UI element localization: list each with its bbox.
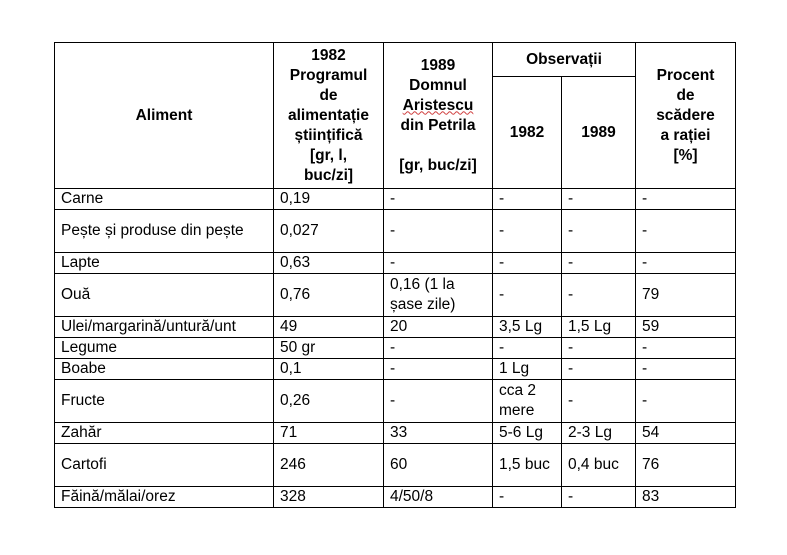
cell-1982: 0,76 [274, 274, 384, 317]
header-1982-line: științifică [294, 126, 363, 144]
cell-1989: 0,16 (1 la șase zile) [384, 274, 493, 317]
cell-procent: - [636, 210, 736, 253]
cell-procent: 59 [636, 317, 736, 338]
cell-1982: 0,26 [274, 380, 384, 423]
header-1989-name: Aristescu [402, 96, 474, 114]
cell-obs-1982: 1,5 buc [493, 444, 562, 487]
cell-procent: 79 [636, 274, 736, 317]
cell-obs-1989: - [562, 274, 636, 317]
table-row [55, 338, 736, 359]
cell-procent: - [636, 380, 736, 423]
table-row [55, 359, 736, 380]
cell-aliment: Ouă [55, 274, 274, 317]
cell-obs-1982: cca 2 mere [493, 380, 562, 423]
header-observatii: Observații [493, 43, 636, 77]
header-1982-line: Programul [289, 66, 368, 84]
cell-procent: - [636, 189, 736, 210]
cell-obs-1989: - [562, 359, 636, 380]
header-1982-line: de [319, 86, 338, 104]
header-1982-line: alimentație [288, 106, 369, 124]
cell-obs-1989: - [562, 487, 636, 508]
header-row-top [55, 43, 736, 77]
cell-aliment: Ulei/margarină/untură/unt [55, 317, 274, 338]
cell-obs-1989: - [562, 338, 636, 359]
cell-1982: 49 [274, 317, 384, 338]
header-procent-line: de [676, 86, 695, 104]
cell-1989: - [384, 189, 493, 210]
header-1982-line: [gr, l, [309, 146, 348, 164]
cell-obs-1989: - [562, 253, 636, 274]
cell-1982: 50 gr [274, 338, 384, 359]
cell-1989: 4/50/8 [384, 487, 493, 508]
cell-1982: 0,63 [274, 253, 384, 274]
cell-1989: - [384, 338, 493, 359]
header-1982-line: buc/zi] [303, 166, 354, 184]
table-row [55, 210, 736, 253]
cell-obs-1982: - [493, 210, 562, 253]
cell-aliment: Făină/mălai/orez [55, 487, 274, 508]
cell-obs-1982: - [493, 338, 562, 359]
cell-procent: - [636, 359, 736, 380]
cell-procent: - [636, 338, 736, 359]
cell-procent: 83 [636, 487, 736, 508]
header-1989-unit: [gr, buc/zi] [399, 156, 477, 174]
cell-1989: 60 [384, 444, 493, 487]
header-1982 [274, 43, 384, 189]
table-row [55, 189, 736, 210]
header-procent-line: scădere [656, 106, 715, 124]
cell-1989: - [384, 253, 493, 274]
cell-aliment: Cartofi [55, 444, 274, 487]
table-row [55, 380, 736, 423]
cell-1989: - [384, 380, 493, 423]
header-obs-1989: 1989 [562, 77, 636, 189]
header-procent-line: a rației [660, 126, 711, 144]
cell-aliment: Fructe [55, 380, 274, 423]
header-1989-line: Domnul [409, 76, 467, 94]
cell-procent: 76 [636, 444, 736, 487]
cell-aliment: Lapte [55, 253, 274, 274]
table-row [55, 253, 736, 274]
cell-obs-1982: - [493, 487, 562, 508]
cell-procent: - [636, 253, 736, 274]
header-procent [636, 43, 736, 189]
cell-1989: - [384, 359, 493, 380]
cell-aliment: Legume [55, 338, 274, 359]
table-row [55, 274, 736, 317]
cell-obs-1982: 3,5 Lg [493, 317, 562, 338]
header-1989-line: din Petrila [400, 116, 476, 134]
header-1982-line: 1982 [311, 46, 346, 64]
table-row [55, 444, 736, 487]
cell-obs-1982: - [493, 189, 562, 210]
header-1989-line: 1989 [420, 56, 456, 74]
header-procent-line: [%] [673, 146, 698, 164]
cell-obs-1989: 0,4 buc [562, 444, 636, 487]
cell-aliment: Zahăr [55, 423, 274, 444]
header-obs-1982: 1982 [493, 77, 562, 189]
table-row [55, 487, 736, 508]
cell-aliment: Carne [55, 189, 274, 210]
cell-procent: 54 [636, 423, 736, 444]
ration-table [54, 42, 736, 508]
cell-1982: 0,19 [274, 189, 384, 210]
header-procent-line: Procent [656, 66, 715, 84]
header-1989 [384, 43, 493, 189]
cell-obs-1982: - [493, 274, 562, 317]
cell-1982: 246 [274, 444, 384, 487]
cell-obs-1989: - [562, 189, 636, 210]
cell-obs-1989: 1,5 Lg [562, 317, 636, 338]
cell-obs-1989: - [562, 210, 636, 253]
table-row [55, 423, 736, 444]
cell-obs-1982: 5-6 Lg [493, 423, 562, 444]
cell-1989: 33 [384, 423, 493, 444]
cell-obs-1982: 1 Lg [493, 359, 562, 380]
cell-1989: - [384, 210, 493, 253]
cell-aliment: Pește și produse din pește [55, 210, 274, 253]
cell-aliment: Boabe [55, 359, 274, 380]
table-row [55, 317, 736, 338]
cell-obs-1989: 2-3 Lg [562, 423, 636, 444]
cell-1982: 0,027 [274, 210, 384, 253]
header-aliment: Aliment [55, 43, 274, 189]
cell-1982: 71 [274, 423, 384, 444]
cell-1989: 20 [384, 317, 493, 338]
cell-obs-1989: - [562, 380, 636, 423]
cell-obs-1982: - [493, 253, 562, 274]
cell-1982: 0,1 [274, 359, 384, 380]
cell-1982: 328 [274, 487, 384, 508]
